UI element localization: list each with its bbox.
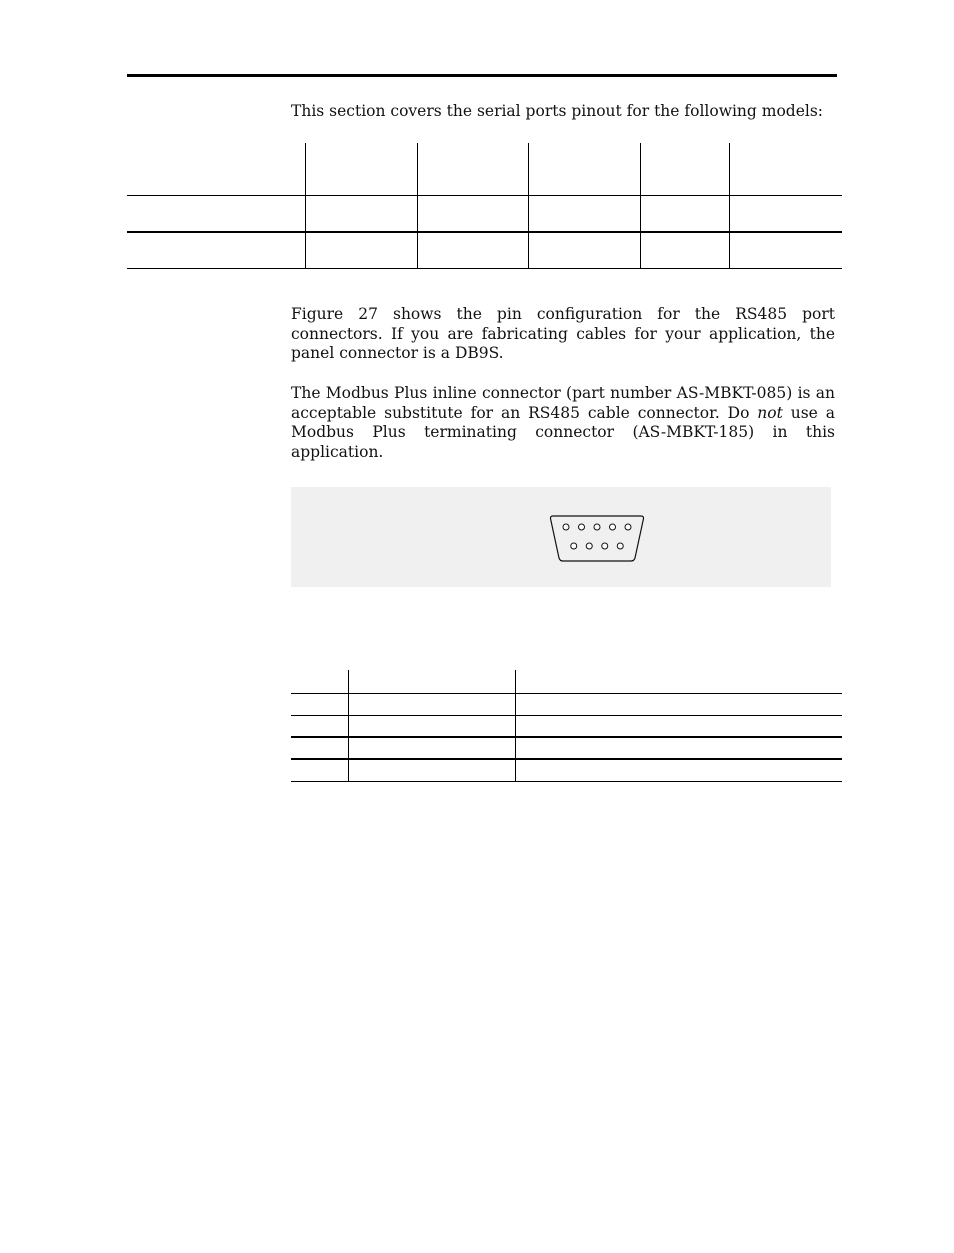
table-row <box>127 196 842 233</box>
table-row <box>127 232 842 269</box>
models-table-header <box>127 143 842 196</box>
modbus-connector-paragraph <box>291 384 835 462</box>
paragraph-text: The Modbus Plus inline connector (part number AS-MBKT-085) is an acceptable substitute for an RS485 cable connector. Do <box>291 384 835 422</box>
connector-pin <box>610 524 616 530</box>
top-rule <box>127 74 837 77</box>
models-table <box>127 143 842 269</box>
table-row <box>291 737 842 759</box>
table-row <box>291 716 842 738</box>
emphasis-not: not <box>757 403 783 422</box>
paragraph-text: use a Modbus Plus terminating connector (AS-MBKT-185) in this application. <box>291 403 835 461</box>
connector-pin <box>594 524 600 530</box>
connector-pin <box>571 543 577 549</box>
connector-pin <box>579 524 585 530</box>
rs485-pin-paragraph: Figure 27 shows the pin configuration for the RS485 port connectors. If you are fabricating cables for your application, the panel connector is a DB9S. <box>291 305 835 363</box>
connector-pin <box>586 543 592 549</box>
table-row <box>291 694 842 716</box>
connector-pin <box>563 524 569 530</box>
pin-table-header <box>291 670 842 694</box>
pin-assignment-table <box>291 670 842 782</box>
connector-pin <box>602 543 608 549</box>
intro-text: This section covers the serial ports pinout for the following models: <box>291 102 824 120</box>
connector-pin <box>625 524 631 530</box>
db9-connector-icon <box>549 513 645 563</box>
connector-figure <box>291 487 831 587</box>
connector-pin <box>617 543 623 549</box>
table-row <box>291 759 842 782</box>
